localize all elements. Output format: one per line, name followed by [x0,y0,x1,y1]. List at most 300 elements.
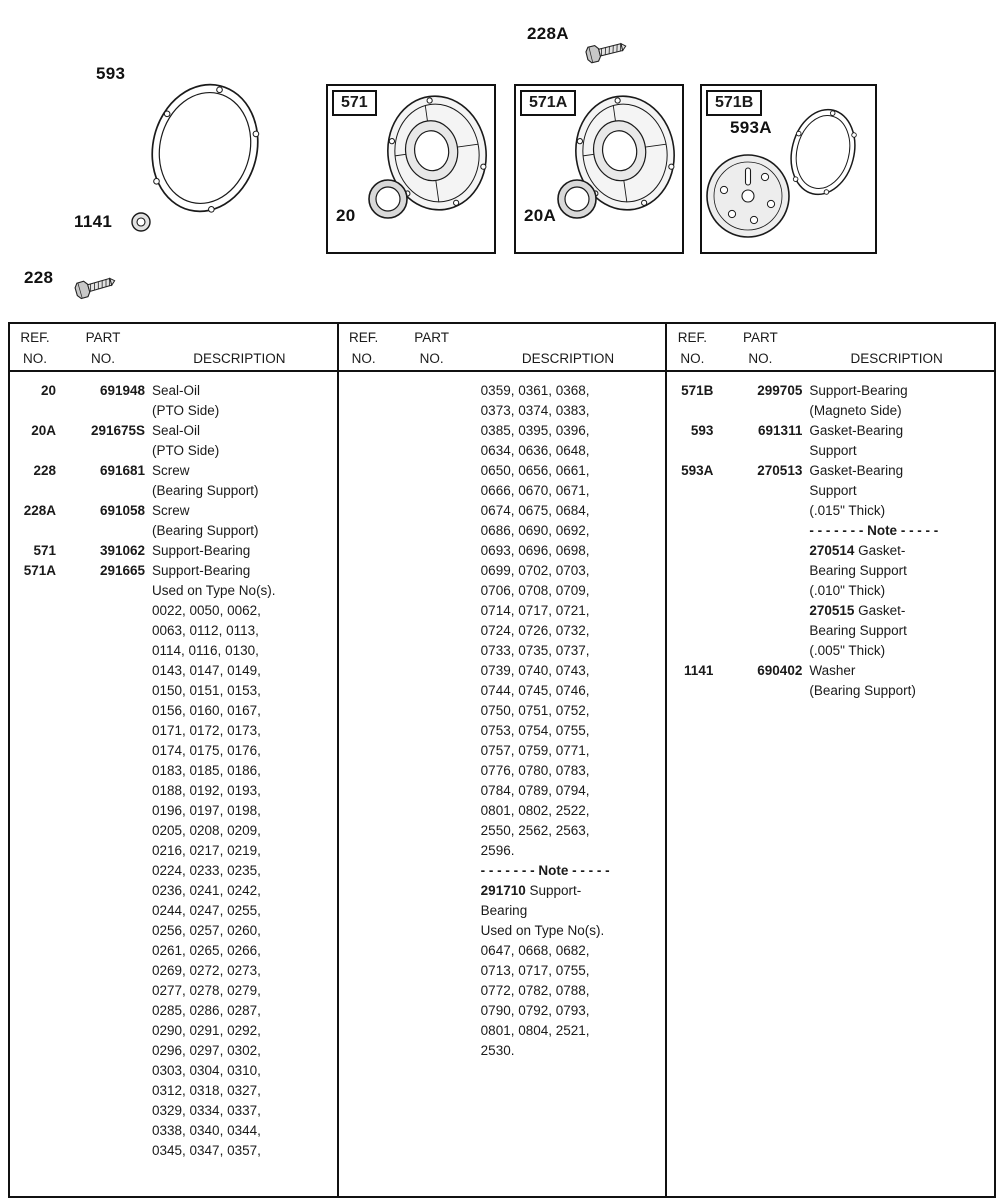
table-row [14,841,333,861]
table-row [14,901,333,921]
ref-no [14,601,56,621]
table-row [14,501,333,521]
ref-no [343,601,385,621]
table-row [343,701,662,721]
part-no [61,801,145,821]
table-row [671,381,990,401]
table-row [14,881,333,901]
part-no [61,1021,145,1041]
table-row [14,381,333,401]
ref-no [343,821,385,841]
table-row [14,921,333,941]
ref-no [671,621,713,641]
table-row [14,1061,333,1081]
part-no [718,481,802,501]
table-row [14,441,333,461]
header-part-text: PART [85,330,121,345]
description: 0650, 0656, 0661, [480,463,590,478]
table-row [671,561,990,581]
part-no [61,441,145,461]
description: 0329, 0334, 0337, [152,1103,261,1118]
table-row [14,701,333,721]
description: 0171, 0172, 0173, [152,723,261,738]
part-box-571a-tag: 571A [520,90,576,116]
label-gasket-593: 593 [96,64,126,83]
description: 0699, 0702, 0703, [480,563,590,578]
part-no: 691311 [758,423,803,438]
table-row [14,421,333,441]
part-no: 691681 [99,463,145,478]
description: Washer [809,663,856,678]
ref-no [343,841,385,861]
part-no: 270513 [757,463,803,478]
description: 0022, 0050, 0062, [152,603,261,618]
description: - - - - - - - Note - - - - - [480,863,610,878]
part-no [390,501,474,521]
part-no [61,1041,145,1061]
screw-228a-icon [585,38,628,63]
table-row [14,681,333,701]
part-no [61,1081,145,1101]
description: 0359, 0361, 0368, [480,383,590,398]
ref-no [343,641,385,661]
part-no [61,601,145,621]
ref-no [14,1001,56,1021]
header-part-text: PART [414,330,450,345]
header-ref-text: REF. [677,330,707,345]
ref-no [14,481,56,501]
label-screw-228: 228 [24,268,54,287]
part-no [61,721,145,741]
part-no [61,701,145,721]
ref-no [343,1041,385,1061]
description: 0183, 0185, 0186, [152,763,261,778]
ref-no [14,1061,56,1081]
table-row [14,601,333,621]
part-no [390,701,474,721]
part-no [718,401,802,421]
header-ref-no [671,330,713,366]
part-no [61,641,145,661]
description: 0063, 0112, 0113, [152,623,259,638]
ref-no [671,501,713,521]
part-no [718,561,802,581]
gasket-593-icon [139,73,271,222]
ref-no: 571A [23,563,56,578]
description: 0256, 0257, 0260, [152,923,261,938]
description: 0790, 0792, 0793, [480,1003,590,1018]
part-no [390,801,474,821]
table-row [343,981,662,1001]
ref-no: 571 [33,543,56,558]
description: 0205, 0208, 0209, [152,823,261,838]
description: (.010" Thick) [809,583,886,598]
table-row [343,741,662,761]
parts-diagram [0,0,1000,318]
ref-no [343,381,385,401]
header-description-text: DESCRIPTION [850,351,943,366]
table-row [14,621,333,641]
part-no [61,781,145,801]
description: 0224, 0233, 0235, [152,863,261,878]
part-no [390,481,474,501]
ref-no: 228A [23,503,56,518]
part-no [390,921,474,941]
header-part-no-text: NO. [90,351,115,366]
ref-no [14,921,56,941]
description: 0666, 0670, 0671, [480,483,590,498]
part-no [61,521,145,541]
part-no [718,681,802,701]
table-row [14,461,333,481]
part-box-571-tag: 571 [332,90,377,116]
description: 0277, 0278, 0279, [152,983,261,998]
description: 0150, 0151, 0153, [152,683,261,698]
part-no [390,741,474,761]
description: 0647, 0668, 0682, [480,943,590,958]
description: 0714, 0717, 0721, [480,603,590,618]
description: 2530. [480,1043,515,1058]
description: Seal-Oil [152,423,201,438]
table-column-rows [667,372,994,1196]
table-row [14,761,333,781]
parts-table-column-1 [10,324,337,1196]
description: 0236, 0241, 0242, [152,883,261,898]
part-no [718,601,802,621]
header-description [479,330,658,366]
part-no [390,381,474,401]
ref-no [14,821,56,841]
description: (Bearing Support) [152,523,259,538]
part-box-571b-tag: 571B [706,90,762,116]
part-no [61,1101,145,1121]
part-no [61,941,145,961]
table-row [14,821,333,841]
description: 0261, 0265, 0266, [152,943,261,958]
ref-no: 228 [33,463,56,478]
table-row [671,441,990,461]
table-row [343,401,662,421]
ref-no [14,741,56,761]
description: 0373, 0374, 0383, [480,403,590,418]
table-row [343,1021,662,1041]
description: 0753, 0754, 0755, [480,723,590,738]
header-ref-no-text: NO. [22,351,47,366]
ref-no [14,1101,56,1121]
table-row [14,541,333,561]
part-no [61,1001,145,1021]
table-row [671,601,990,621]
part-no [390,661,474,681]
table-row [343,721,662,741]
description: Used on Type No(s). [480,923,605,938]
table-header [339,324,666,372]
part-no [718,541,802,561]
ref-no [343,941,385,961]
ref-no [14,881,56,901]
part-no [390,761,474,781]
ref-no [343,681,385,701]
description: 0114, 0116, 0130, [152,643,259,658]
description: 0744, 0745, 0746, [480,683,590,698]
ref-no [14,1081,56,1101]
description: Support [809,443,857,458]
part-no [61,761,145,781]
table-row [14,1101,333,1121]
ref-no [671,581,713,601]
part-no [61,661,145,681]
ref-no [14,761,56,781]
ref-no [343,521,385,541]
part-no [61,841,145,861]
ref-no [14,401,56,421]
description: Bearing Support [809,623,907,638]
table-row [343,581,662,601]
table-row [343,821,662,841]
part-no [390,1021,474,1041]
part-no: 291675S [90,423,145,438]
table-row [671,461,990,481]
part-no [61,621,145,641]
part-no [390,561,474,581]
washer-1141-icon [132,213,150,231]
description: 0713, 0717, 0755, [480,963,590,978]
ref-no [14,941,56,961]
ref-no [671,641,713,661]
part-no [390,461,474,481]
ref-no: 20 [40,383,56,398]
description: 0269, 0272, 0273, [152,963,261,978]
ref-no [343,721,385,741]
description: 0174, 0175, 0176, [152,743,261,758]
description: (PTO Side) [152,403,220,418]
table-row [343,481,662,501]
description: 0385, 0395, 0396, [480,423,590,438]
table-row [343,781,662,801]
description: 0143, 0147, 0149, [152,663,261,678]
part-no [61,1121,145,1141]
table-header [10,324,337,372]
description: 270515 Gasket- [809,603,906,618]
table-row [343,881,662,901]
ref-no [14,441,56,461]
description: Gasket-Bearing [809,423,904,438]
table-row [343,601,662,621]
part-no [390,881,474,901]
table-row [343,641,662,661]
ref-no [14,861,56,881]
table-row [343,861,662,881]
description: 0188, 0192, 0193, [152,783,261,798]
header-ref-no [14,330,56,366]
description: Seal-Oil [152,383,201,398]
part-no [61,901,145,921]
table-row [343,561,662,581]
description: 0196, 0197, 0198, [152,803,261,818]
table-row [343,901,662,921]
ref-no [14,981,56,1001]
part-no [390,1001,474,1021]
part-no [390,821,474,841]
label-seal-20a: 20A [524,206,557,225]
ref-no [14,1041,56,1061]
part-no [61,581,145,601]
ref-no [14,621,56,641]
description: 0757, 0759, 0771, [480,743,590,758]
table-row [343,961,662,981]
table-column-rows [339,372,666,1196]
table-row [671,421,990,441]
ref-no: 593A [681,463,714,478]
ref-no [671,601,713,621]
table-row [14,1021,333,1041]
part-no [390,541,474,561]
ref-no [343,1021,385,1041]
table-row [671,521,990,541]
table-row [343,421,662,441]
ref-no [343,441,385,461]
part-no: 691948 [99,383,145,398]
ref-no [343,741,385,761]
description: 0739, 0740, 0743, [480,663,590,678]
description: Support-Bearing [809,383,908,398]
part-no [390,401,474,421]
description: (Bearing Support) [152,483,259,498]
ref-no [343,421,385,441]
label-gasket-593a: 593A [730,118,772,137]
table-row [343,681,662,701]
description: 0706, 0708, 0709, [480,583,590,598]
ref-no [671,561,713,581]
ref-no: 1141 [684,663,714,678]
table-row [14,581,333,601]
description: 0303, 0304, 0310, [152,1063,261,1078]
description: 0345, 0347, 0357, [152,1143,261,1158]
part-no [61,981,145,1001]
ref-no [343,761,385,781]
header-ref-text: REF. [20,330,50,345]
ref-no [14,961,56,981]
header-part-no [718,330,802,366]
description: 0733, 0735, 0737, [480,643,590,658]
description: 0285, 0286, 0287, [152,1003,261,1018]
ref-no [343,861,385,881]
part-no: 691058 [99,503,145,518]
description: Support [809,483,857,498]
ref-no [343,901,385,921]
ref-no [671,401,713,421]
ref-no [343,501,385,521]
table-row [14,721,333,741]
table-row [14,481,333,501]
description: 0772, 0782, 0788, [480,983,590,998]
table-row [14,741,333,761]
parts-table [8,322,996,1198]
ref-no [14,641,56,661]
ref-no [14,801,56,821]
ref-no [343,461,385,481]
part-no [390,721,474,741]
part-no [718,621,802,641]
label-seal-20: 20 [336,206,356,225]
part-box-571 [326,84,496,254]
header-description-text: DESCRIPTION [193,351,286,366]
description: 0776, 0780, 0783, [480,763,590,778]
part-no [61,861,145,881]
ref-no [343,701,385,721]
table-row [14,941,333,961]
description: Bearing Support [809,563,907,578]
part-no [61,481,145,501]
part-no [390,421,474,441]
table-row [343,941,662,961]
part-no [61,881,145,901]
ref-no [14,661,56,681]
table-row [343,461,662,481]
ref-no [14,781,56,801]
table-row [14,981,333,1001]
description: 0290, 0291, 0292, [152,1023,261,1038]
part-no [718,641,802,661]
ref-no [343,541,385,561]
description: 0674, 0675, 0684, [480,503,590,518]
description: 0244, 0247, 0255, [152,903,261,918]
table-row [343,801,662,821]
part-no [390,441,474,461]
description: (Magneto Side) [809,403,902,418]
header-ref-no [343,330,385,366]
header-part-text: PART [742,330,778,345]
ref-no [343,801,385,821]
part-box-571b [700,84,877,254]
part-no [390,621,474,641]
ref-no [343,401,385,421]
part-no [61,741,145,761]
part-box-571a [514,84,684,254]
description: 0216, 0217, 0219, [152,843,261,858]
description: 0312, 0318, 0327, [152,1083,261,1098]
description: 0634, 0636, 0648, [480,443,590,458]
ref-no [343,581,385,601]
part-no [390,1041,474,1061]
part-no [718,521,802,541]
description: (.005" Thick) [809,643,886,658]
description: (PTO Side) [152,443,220,458]
description: Support-Bearing [152,543,251,558]
table-row [343,1041,662,1061]
ref-no: 20A [31,423,56,438]
ref-no [14,581,56,601]
parts-table-column-2 [337,324,666,1196]
ref-no: 593 [690,423,714,438]
ref-no [343,481,385,501]
description: (Bearing Support) [809,683,916,698]
ref-no: 571B [681,383,714,398]
description: 0724, 0726, 0732, [480,623,590,638]
ref-no [671,521,713,541]
description: 291710 Support- [480,883,582,898]
table-row [671,401,990,421]
description: Screw [152,463,190,478]
part-no: 299705 [757,383,803,398]
table-row [671,621,990,641]
part-no [718,441,802,461]
description: 270514 Gasket- [809,543,906,558]
table-row [14,401,333,421]
table-row [343,1001,662,1021]
table-row [671,541,990,561]
description: 0338, 0340, 0344, [152,1123,261,1138]
